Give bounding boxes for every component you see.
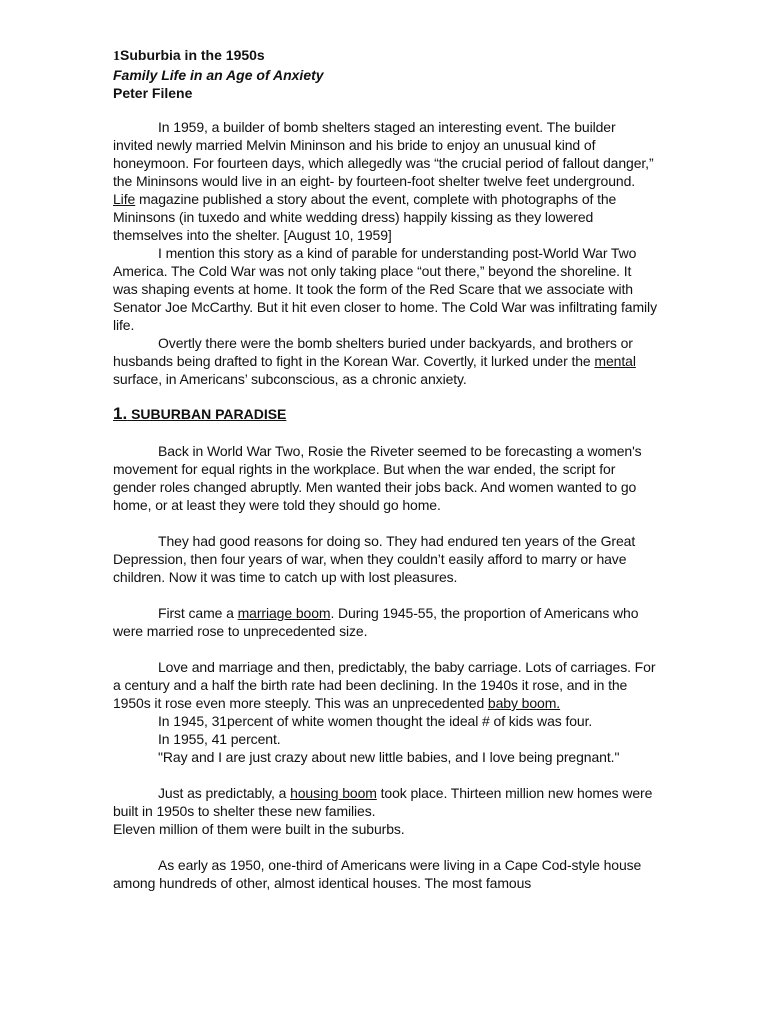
text-run: Love and marriage and then, predictably, the baby carriage. Lots of carriages. For a century and a half the birth rate had been declining. In the 1940s it rose, and in the 1950s it rose even more steeply. This was an unprecedented	[113, 659, 656, 711]
section-heading	[113, 404, 286, 424]
paragraph-marriage-boom	[113, 604, 658, 640]
section-number: 1.	[113, 404, 128, 423]
paragraph-rosie: Back in World War Two, Rosie the Riveter seemed to be forecasting a women's movement for equal rights in the workplace. But when the war ended, the script for gender roles changed abruptly. Men wanted their jobs back. And women wanted to go home, or at least they were told they should go home.	[113, 443, 642, 513]
text-run: In 1959, a builder of bomb shelters staged an interesting event. The builder invited newly married Melvin Mininson and his bride to enjoy an unusual kind of honeymoon. For fourteen days, which allegedly was “the crucial period of fallout danger,” the Mininsons would live in an eight- by fourteen-foot shelter twelve feet underground.	[113, 119, 654, 189]
text-run: Just as predictably, a	[158, 785, 291, 801]
author-name: Peter Filene	[113, 85, 193, 101]
paragraph-eleven-million: Eleven million of them were built in the suburbs.	[113, 821, 405, 837]
underlined-marriage-boom: marriage boom	[237, 605, 331, 621]
text-run: First came a	[158, 605, 238, 621]
document-header	[113, 46, 324, 102]
document-subtitle: Family Life in an Age of Anxiety	[113, 67, 324, 83]
text-run: took place. Thirteen million new homes were built in 1950s to shelter these new families.	[113, 785, 653, 819]
paragraph-bomb-shelter	[113, 118, 658, 244]
paragraph-1955-statistic: In 1955, 41 percent.	[158, 731, 281, 747]
underlined-mental: mental	[594, 353, 636, 369]
text-run: . During 1945-55, the proportion of Americans who were married rose to unprecedented size.	[113, 605, 639, 639]
paragraph-cape-cod: As early as 1950, one-third of Americans were living in a Cape Cod-style house among hundreds of other, almost identical houses. The most famous	[113, 857, 642, 891]
underlined-baby-boom: baby boom.	[487, 695, 561, 711]
document-title	[113, 46, 324, 66]
text-run: Overtly there were the bomb shelters buried under backyards, and brothers or husbands being drafted to fight in the Korean War. Covertly, it lurked under the	[113, 335, 633, 369]
intro-section	[113, 118, 658, 388]
paragraph-housing-boom	[113, 784, 658, 820]
paragraph-overtly	[113, 334, 658, 388]
section-title: SUBURBAN PARADISE	[127, 406, 287, 422]
paragraph-reasons: They had good reasons for doing so. They had endured ten years of the Great Depression, then four years of war, when they couldn’t easily afford to marry or have children. Now it was time to catch up with lost pleasures.	[113, 533, 636, 585]
life-magazine-title: Life	[113, 191, 136, 207]
paragraph-1945-statistic: In 1945, 31percent of white women thought the ideal # of kids was four.	[158, 713, 593, 729]
paragraph-parable: I mention this story as a kind of parable for understanding post-World War Two America. The Cold War was not only taking place “out there,” beyond the shoreline. It was shaping events at home. It took the form of the Red Scare that we associate with Senator Joe McCarthy. But it hit even closer to home. The Cold War was infiltrating family life.	[113, 245, 657, 333]
suburban-paradise-section	[113, 442, 658, 892]
paragraph-baby-boom	[113, 658, 658, 712]
underlined-housing-boom: housing boom	[290, 785, 377, 801]
text-run: magazine published a story about the event, complete with photographs of the Mininsons (in tuxedo and white wedding dress) happily kissing as they lowered themselves into the shelter. [August 10, 1959]	[113, 191, 617, 243]
title-text: Suburbia in the 1950s	[120, 47, 265, 63]
paragraph-quote: "Ray and I are just crazy about new little babies, and I love being pregnant."	[158, 749, 620, 765]
footnote-number: 1	[113, 49, 120, 64]
text-run: surface, in Americans’ subconscious, as a chronic anxiety.	[113, 371, 467, 387]
